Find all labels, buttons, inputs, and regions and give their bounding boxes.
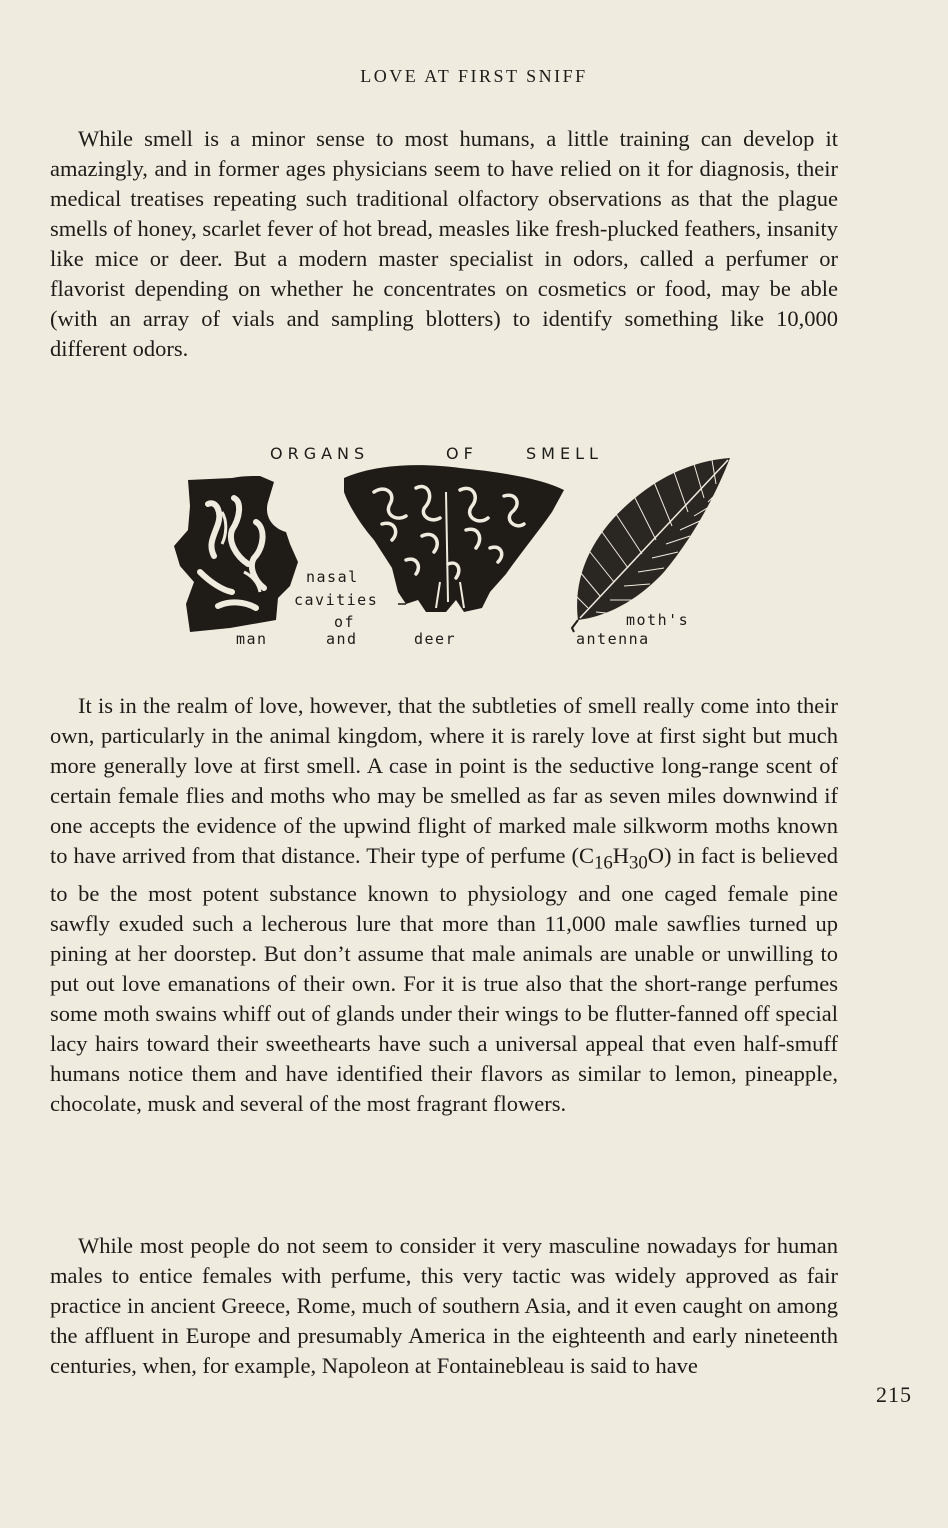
label-of: of [334, 613, 356, 631]
human-nasal-cavity-drawing [174, 476, 298, 632]
page-number: 215 [876, 1382, 912, 1407]
formula-subscript-16: 16 [593, 852, 613, 874]
paragraph-love-smell [50, 691, 838, 1119]
paragraph-male-perfume [50, 1231, 838, 1381]
label-nasal: nasal [306, 568, 359, 586]
label-and: and [326, 630, 358, 648]
running-header: LOVE AT FIRST SNIFF [360, 66, 588, 86]
figure-title-of: OF [446, 444, 478, 463]
figure-title-smell: SMELL [526, 444, 603, 463]
paragraph-text: While smell is a minor sense to most humans, a little training can develop it amazingly, and in former ages physicians seem to have relied on it for diagnosis, their medical treatises repeating such traditional olfactory observations as that the plague smells of honey, scarlet fever of hot bread, measles like fresh-plucked feathers, insanity like mice or deer. But a modern master specialist in odors, called a perfumer or flavorist depending on whether he concentrates on cosmetics or food, may be able (with an array of vials and sampling blotters) to identify something like 10,000 different odors. [50, 126, 838, 361]
paragraph-text-part-b: O) in fact is believed to be the most potent substance known to physiology and one caged female pine sawfly exuded such a lecherous lure that more than 11,000 male sawflies turned up pining at her doorstep. But don’t assume that male animals are unable or unwilling to put out love emanations of their own. For it is true also that the short-range perfumes some moth swains whiff out of glands under their wings to be flutter-fanned off special lacy hairs toward their sweethearts have such a universal appeal that even half-smuff humans notice them and have identified their flavors as similar to lemon, pineapple, chocolate, musk and several of the most fragrant flowers. [50, 843, 838, 1116]
label-man: man [236, 630, 268, 648]
label-deer: deer [414, 630, 457, 648]
formula-h: H [612, 843, 629, 868]
label-moths: moth's [626, 611, 690, 629]
moth-antenna-drawing [572, 458, 730, 632]
paragraph-smell-training [50, 124, 838, 364]
paragraph-text: While most people do not seem to consider it very masculine nowadays for human males to entice females with perfume, this very tactic was widely approved as fair practice in ancient Greece, Rome, much of southern Asia, and it even caught on among the affluent in Europe and presumably America in the eighteenth and early nineteenth centuries, when, for example, Napoleon at Fontainebleau is said to have [50, 1233, 838, 1378]
organs-of-smell-figure [160, 432, 760, 662]
formula-subscript-30: 30 [628, 852, 648, 874]
figure-title-organs: ORGANS [270, 444, 370, 463]
label-cavities: cavities [294, 591, 379, 609]
deer-nasal-cavity-drawing [344, 465, 564, 612]
label-antenna: antenna [576, 630, 650, 648]
paragraph-text-part-a: It is in the realm of love, however, that the subtleties of smell really come into their own, particularly in the animal kingdom, where it is rarely love at first sight but much more generally love at first smell. A case in point is the seductive long-range scent of certain female flies and moths who may be smelled as far as seven miles downwind if one accepts the evidence of the upwind flight of marked male silkworm moths known to have arrived from that distance. Their type of perfume (C [50, 693, 838, 868]
